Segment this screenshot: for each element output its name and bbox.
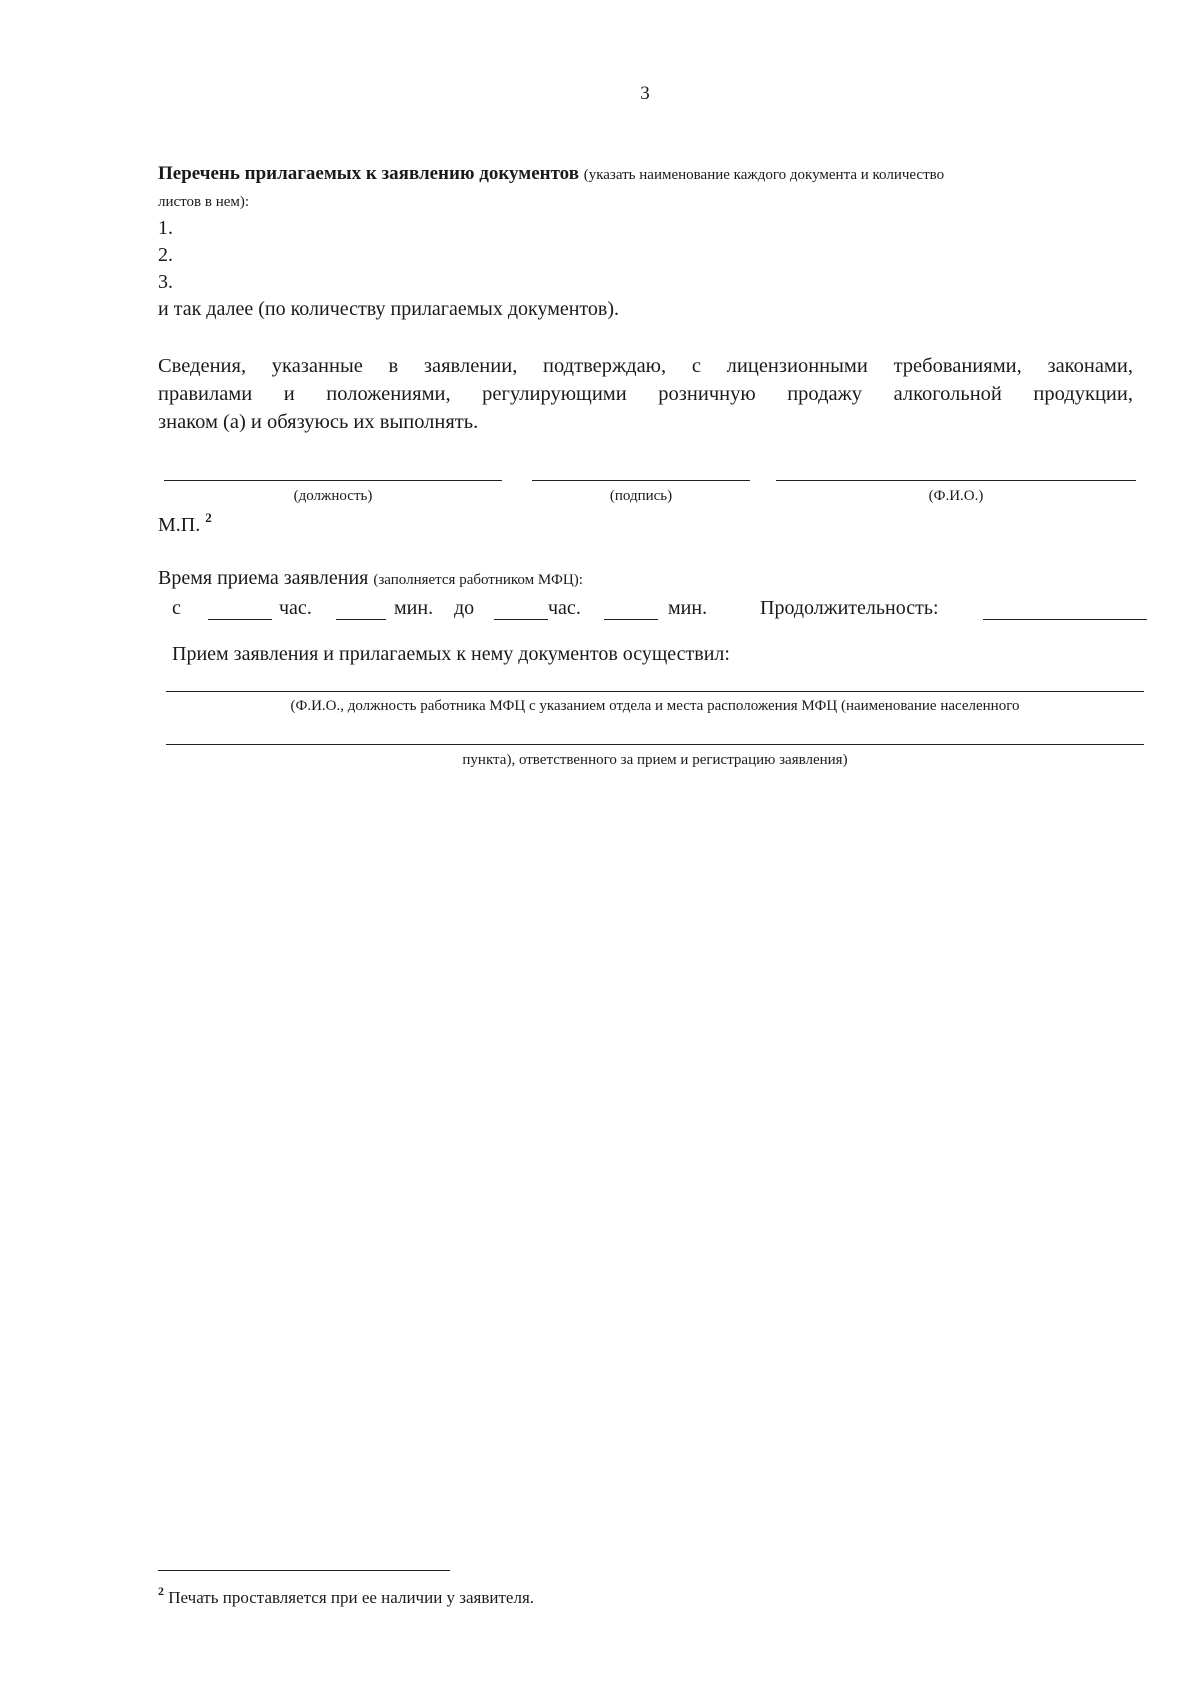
footnote-text: Печать проставляется при ее наличии у заявителя. (168, 1588, 535, 1607)
confirmation-line-1: Сведения, указанные в заявлении, подтверждаю, с лицензионными требованиями, законами, (158, 355, 1133, 377)
hours-label-2: час. (548, 597, 581, 619)
footnote-ref: 2 (158, 1584, 164, 1598)
from-hours-blank (208, 601, 272, 620)
minutes-label-2: мин. (668, 597, 708, 619)
attachment-item-2: 2. (158, 244, 173, 266)
name-caption: (Ф.И.О.) (928, 488, 984, 504)
name-line (776, 480, 1136, 481)
duration-label: Продолжительность: (760, 597, 939, 619)
position-caption: (должность) (293, 488, 373, 504)
to-hours-blank (494, 601, 548, 620)
signature-line (532, 480, 750, 481)
duration-blank (983, 601, 1147, 620)
seal-label: М.П. (158, 514, 201, 536)
attachments-heading-line (158, 163, 944, 185)
confirmation-paragraph (158, 352, 1133, 436)
to-minutes-blank (604, 601, 658, 620)
confirmation-line-2: правилами и положениями, регулирующими розничную продажу алкогольной продукции, (158, 383, 1133, 405)
page-number: 3 (640, 83, 650, 104)
minutes-label: мин. (394, 597, 434, 619)
reception-label-line (158, 567, 583, 590)
accepted-by-label: Прием заявления и прилагаемых к нему документов осуществил: (172, 643, 730, 665)
reception-from: с (172, 597, 181, 619)
attachment-item-3: 3. (158, 271, 173, 293)
attachment-item-1: 1. (158, 217, 173, 239)
accepted-by-caption-1: (Ф.И.О., должность работника МФЦ с указанием отдела и места расположения МФЦ (наименование населенного (290, 698, 1020, 714)
attachments-note: (указать наименование каждого документа и количество (583, 167, 945, 183)
position-line (164, 480, 502, 481)
confirmation-line-3: знаком (а) и обязуюсь их выполнять. (158, 411, 479, 433)
attachments-heading: Перечень прилагаемых к заявлению документов (158, 163, 579, 184)
footnote (158, 1584, 534, 1608)
reception-label-note: (заполняется работником МФЦ): (373, 572, 583, 588)
footnote-separator (158, 1570, 450, 1571)
seal-label-line (158, 510, 212, 537)
accepted-by-caption-2: пункта), ответственного за прием и регистрацию заявления) (462, 752, 848, 768)
signature-caption: (подпись) (609, 488, 673, 504)
attachments-etc: и так далее (по количеству прилагаемых документов). (158, 298, 620, 320)
from-minutes-blank (336, 601, 386, 620)
accepted-by-line-1 (166, 691, 1144, 692)
reception-label: Время приема заявления (158, 567, 369, 589)
hours-label: час. (279, 597, 312, 619)
reception-to: до (454, 597, 475, 619)
attachments-note-continued: листов в нем): (158, 194, 250, 210)
accepted-by-line-2 (166, 744, 1144, 745)
seal-footnote-ref: 2 (205, 510, 212, 525)
